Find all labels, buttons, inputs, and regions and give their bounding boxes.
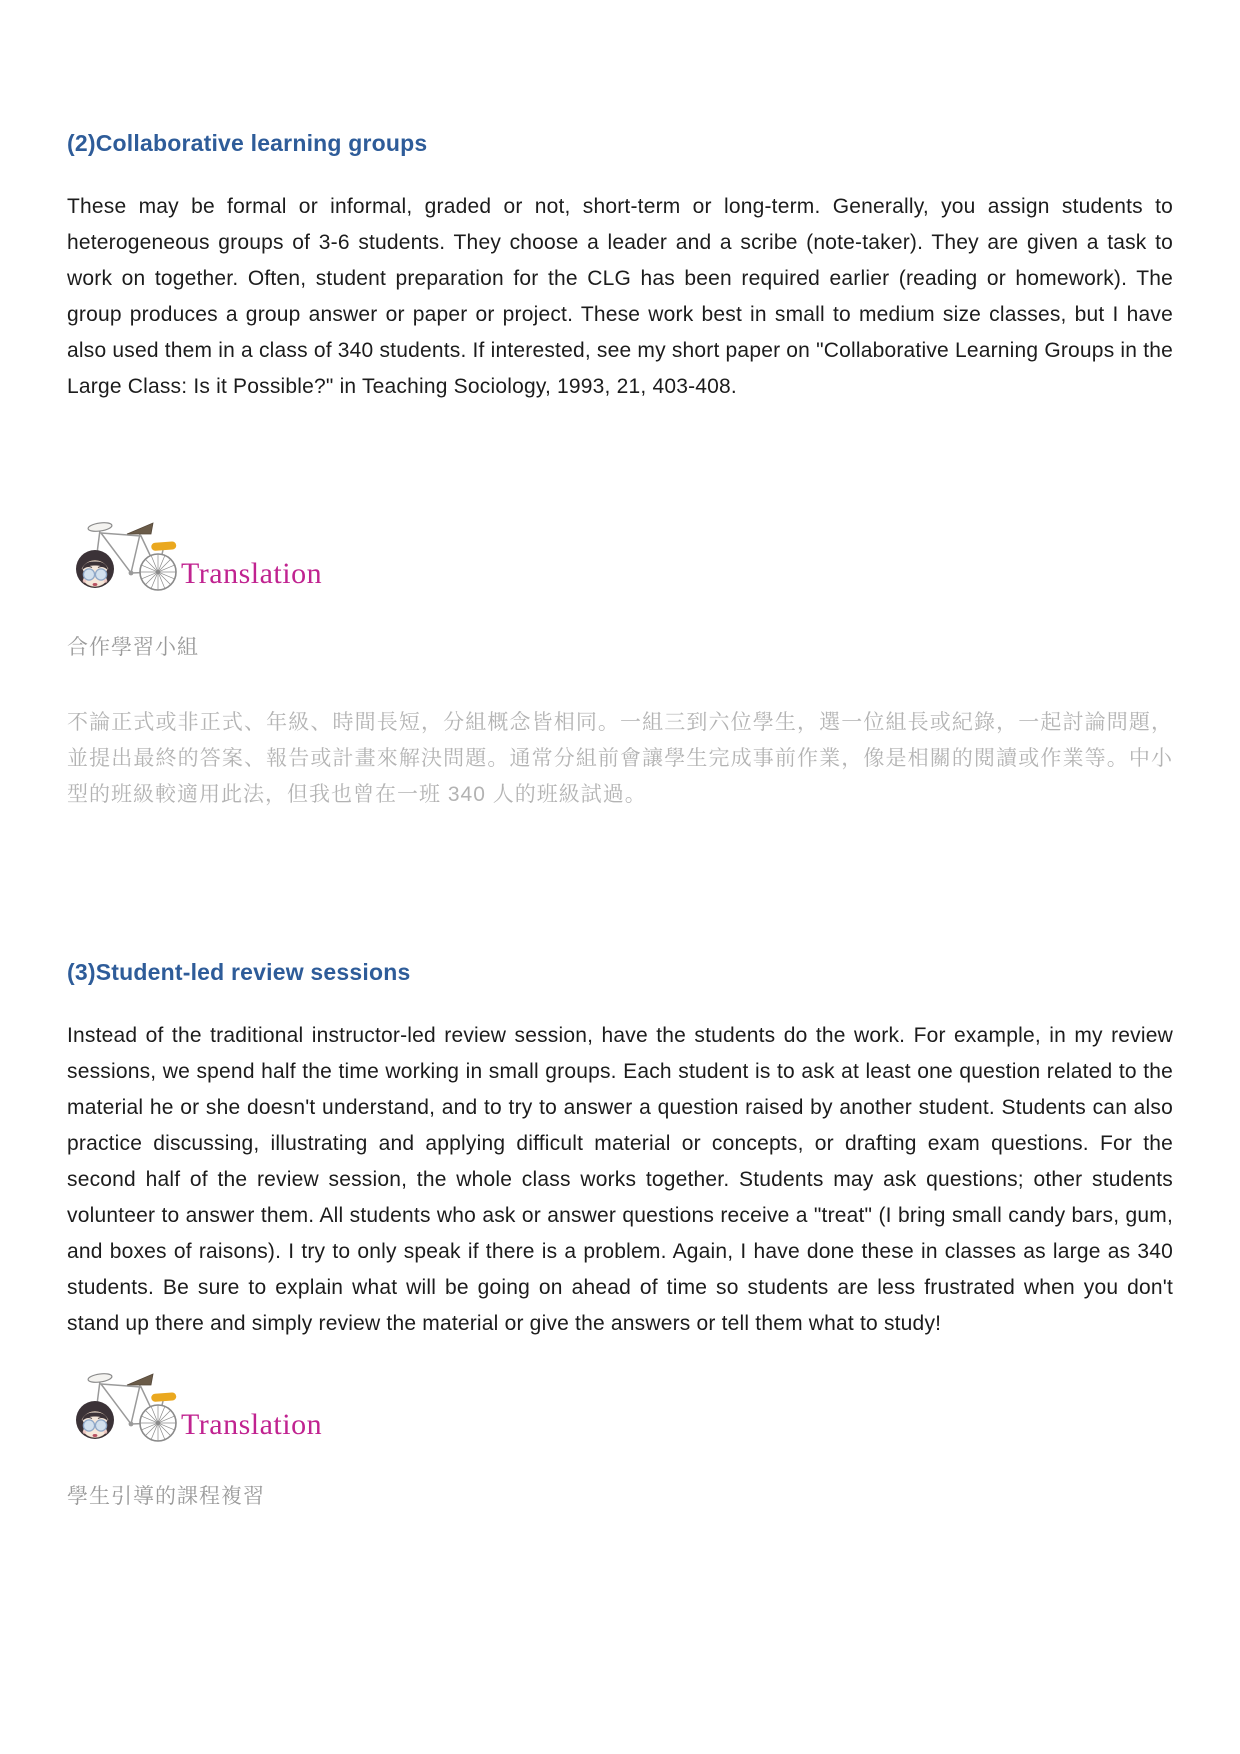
section-body: These may be formal or informal, graded or not, short-term or long-term. Generally, you assign students to heterogeneous groups of 3-6 students. They choose a leader and a scribe (note-taker). They are given a task to work on together. Often, student preparation for the CLG has been required earlier (reading or homework). The group produces a group answer or paper or project. These work best in small to medium size classes, but I have also used them in a class of 340 students. If interested, see my short paper on "Collaborative Learning Groups in the Large Class: Is it Possible?" in Teaching Sociology, 1993, 21, 403-408. [67, 195, 1173, 398]
translation-logo [67, 1368, 1173, 1448]
chinese-heading: 合作學習小組 [67, 636, 199, 659]
translation-bicycle-icon [67, 1368, 179, 1448]
section-heading: (2)Collaborative learning groups [67, 130, 428, 156]
translation-logo [67, 517, 1173, 597]
translation-logo-label: Translation [181, 1408, 323, 1441]
section-heading: (3)Student-led review sessions [67, 959, 411, 985]
section-body: Instead of the traditional instructor-led review session, have the students do the work. For example, in my review sessions, we spend half the time working in small groups. Each student is to ask at least one question related to the material he or she doesn't understand, and to try to answer a question raised by another student. Students can also practice discussing, illustrating and applying difficult material or concepts, or drafting exam questions. For the second half of the review session, the whole class works together. Students may ask questions; other students volunteer to answer them. All students who ask or answer questions receive a "treat" (I bring small candy bars, gum, and boxes of raisons). I try to only speak if there is a problem. Again, I have done these in classes as large as 340 students. Be sure to explain what will be going on ahead of time so students are less frustrated when you don't stand up there and simply review the material or give the answers or tell them what to study! [67, 1024, 1173, 1335]
section-student-led-review-sessions [67, 813, 1173, 1510]
translation-bicycle-icon [67, 517, 179, 597]
chinese-heading: 學生引導的課程複習 [67, 1485, 265, 1508]
section-collaborative-learning-groups [67, 0, 1173, 813]
translation-logo-label: Translation [181, 557, 323, 590]
chinese-body: 不論正式或非正式、年級、時間長短，分組概念皆相同。一組三到六位學生，選一位組長或紀錄，一起討論問題，並提出最終的答案、報告或計畫來解決問題。通常分組前會讓學生完成事前作業，像是相關的閱讀或作業等。中小型的班級較適用此法，但我也曾在一班 340 人的班級試過。 [67, 711, 1173, 806]
